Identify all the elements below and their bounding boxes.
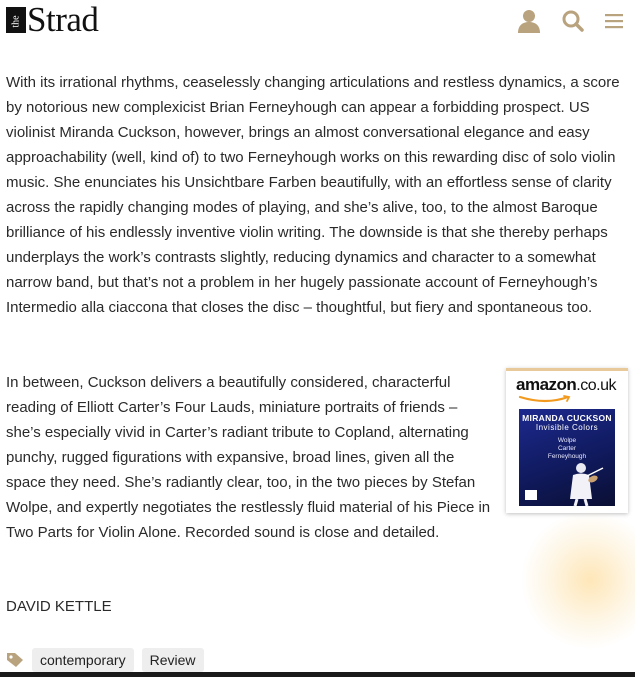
tag-icon [6,652,24,668]
site-header [0,0,635,44]
author-byline: DAVID KETTLE [6,598,112,615]
strad-logo[interactable] [6,0,99,39]
tag-list [6,648,212,672]
search-icon[interactable] [560,8,586,34]
bottom-bar [0,672,635,677]
tag-review[interactable]: Review [142,648,204,672]
cover-composer: Ferneyhough [547,453,587,460]
violinist-figure [559,459,609,506]
amazon-logo: amazon.co.uk [516,375,616,394]
article-paragraph-1: With its irrational rhythms, ceaselessly changing articulations and restless dynamics, a score by notorious new complexicist Brian Ferneyhough can appear a forbidding prospect. US violinist Miranda Cuckson, however, brings an almost conversational elegance and easy approachability (well, kind of) to two Ferneyhough works on this rewarding disc of solo violin music. She enunciates his Unsichtbare Farben beautifully, with an effortless sense of clarity across the rapidly changing modes of playing, and she’s alive, too, to the almost Baroque brilliance of his endlessly inventive violin writing. The downside is that she thereby perhaps underplays the work’s contrasts slightly, reducing dynamics and character to a somewhat narrow band, but that’s not a problem in her hugely passionate account of Ferneyhough’s Intermedio alla ciaccona that closes the disc – thoughtful, but fiery and spontaneous too. [6,74,620,316]
cover-title: Invisible Colors [535,423,599,432]
amazon-smile-icon [518,395,574,403]
cover-artist: MIRANDA CUCKSON [522,413,612,423]
tag-contemporary[interactable]: contemporary [32,648,134,672]
record-label-mark [525,490,537,500]
album-cover[interactable] [519,409,615,506]
article-paragraph-2: In between, Cuckson delivers a beautifully considered, characterful reading of Elliott Carter’s Four Lauds, miniature portraits of friends – she’s especially vivid in Carter’s radiant tribute to Copland, alternating punchy, rugged figurations with expansive, broad lines, given all the space they need. She’s radiantly clear, too, in the two pieces by Stefan Wolpe, and expertly negotiates the restlessly fluid material of his Piece in Two Parts for Violin Alone. Recorded sound is close and detailed. [6,374,491,541]
cover-composer: Carter [557,445,577,452]
cover-composer: Wolpe [557,437,577,444]
user-icon[interactable] [516,8,542,34]
menu-icon[interactable] [602,8,628,34]
amazon-buy-link[interactable] [506,368,628,513]
decorative-glow [520,510,635,650]
logo-wordmark: Strad [27,0,99,39]
logo-the-mark: the [6,7,26,33]
